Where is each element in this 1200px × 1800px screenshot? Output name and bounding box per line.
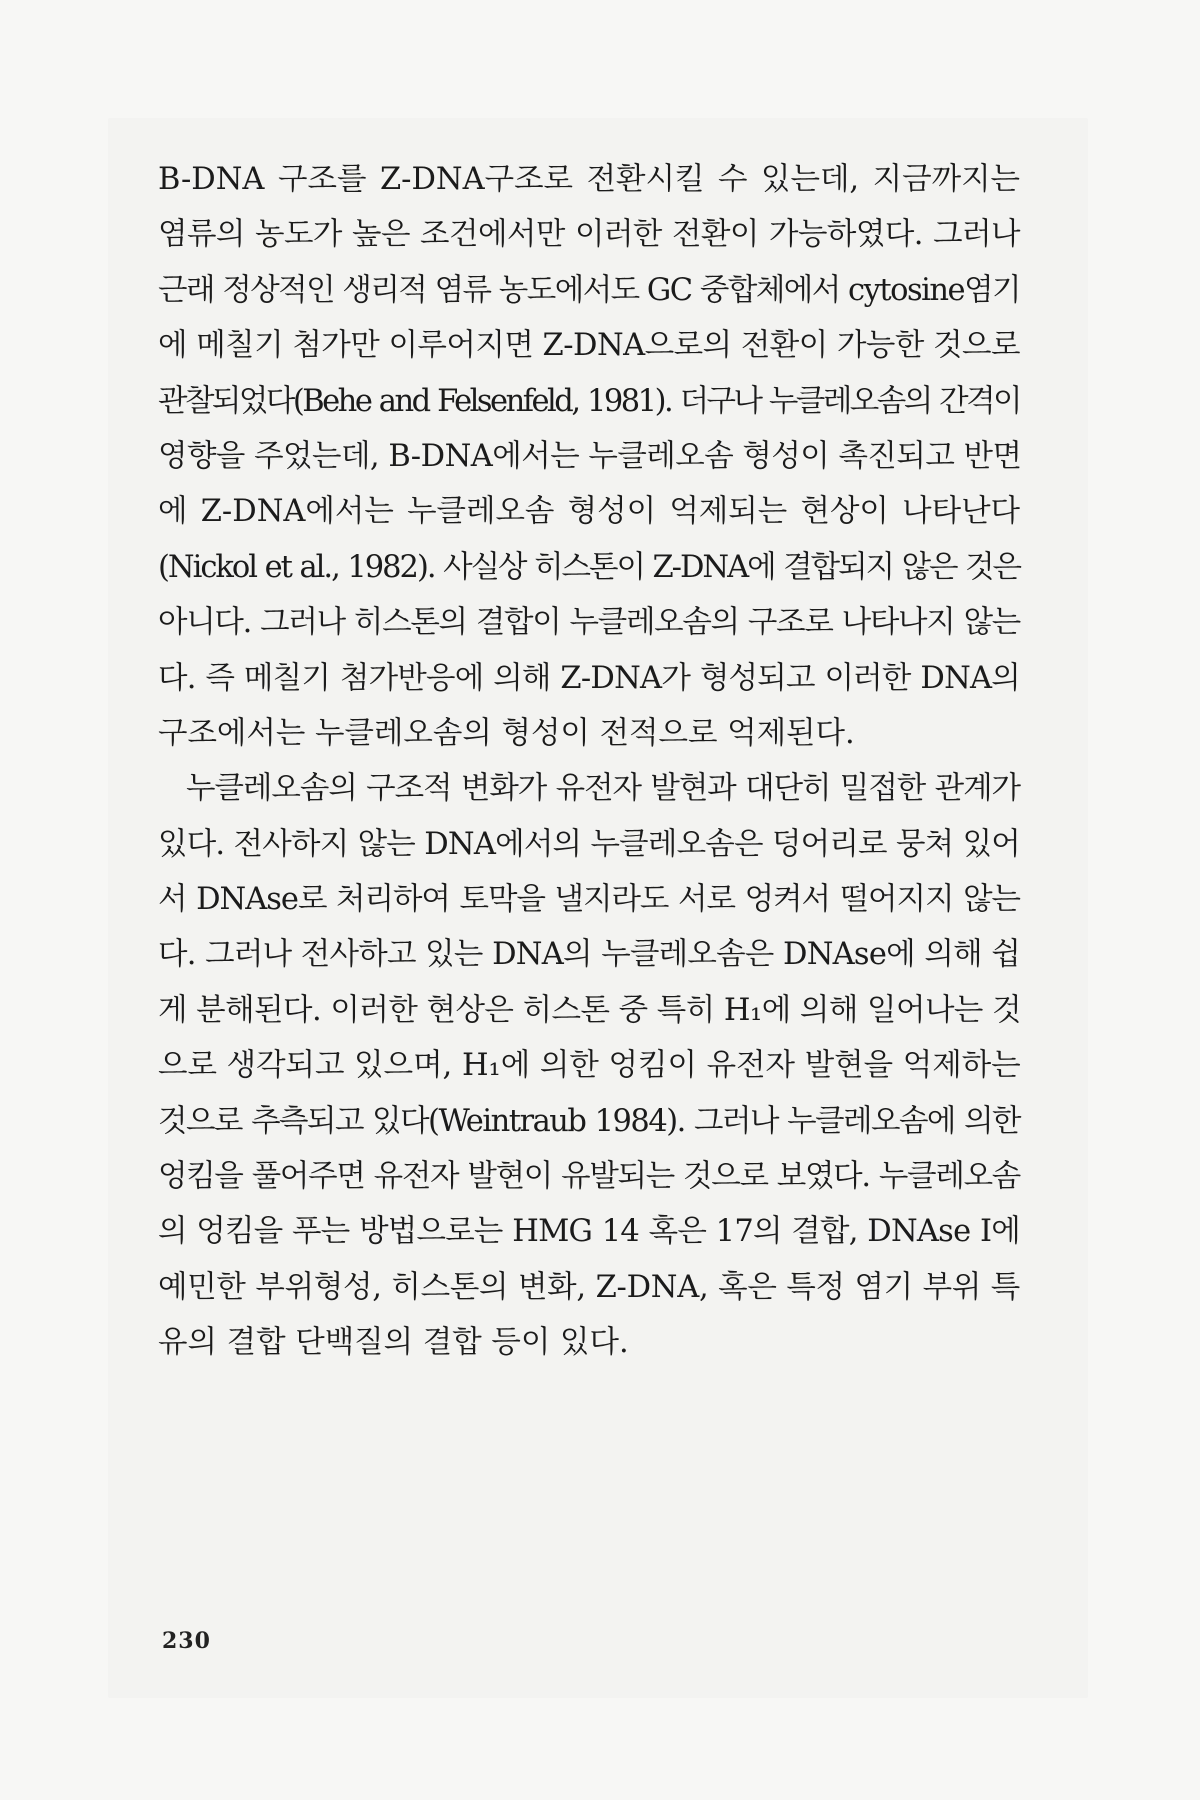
body-text xyxy=(158,152,1020,1371)
text-line: 구조에서는 누클레오솜의 형성이 전적으로 억제된다. xyxy=(158,715,855,751)
text-line: 예민한 부위형성, 히스톤의 변화, Z-DNA, 혹은 특정 염기 부위 특 xyxy=(158,1269,1020,1305)
text-line: 누클레오솜의 구조적 변화가 유전자 발현과 대단히 밀접한 관계가 xyxy=(186,771,1020,807)
text-line: 근래 정상적인 생리적 염류 농도에서도 GC 중합체에서 cytosine염기 xyxy=(158,272,1020,308)
text-line: 관찰되었다(Behe and Felsenfeld, 1981). 더구나 누클레오솜의 간격이 xyxy=(158,383,1020,419)
text-line: 에 Z-DNA에서는 누클레오솜 형성이 억제되는 현상이 나타난다 xyxy=(158,494,1020,530)
text-line: B-DNA 구조를 Z-DNA구조로 전환시킬 수 있는데, 지금까지는 xyxy=(158,162,1020,197)
paragraph-1 xyxy=(158,152,1020,761)
paragraph-2 xyxy=(158,761,1020,1370)
text-line: 것으로 추측되고 있다(Weintraub 1984). 그러나 누클레오솜에 의한 xyxy=(158,1103,1020,1139)
text-line: 의 엉킴을 푸는 방법으로는 HMG 14 혹은 17의 결합, DNAse I에 xyxy=(158,1214,1020,1250)
text-line: 으로 생각되고 있으며, H₁에 의한 엉킴이 유전자 발현을 억제하는 xyxy=(158,1048,1021,1084)
text-line: 염류의 농도가 높은 조건에서만 이러한 전환이 가능하였다. 그러나 xyxy=(158,217,1020,253)
text-line: 영향을 주었는데, B-DNA에서는 누클레오솜 형성이 촉진되고 반면 xyxy=(158,438,1022,474)
text-line: 엉킴을 풀어주면 유전자 발현이 유발되는 것으로 보였다. 누클레오솜 xyxy=(158,1159,1020,1195)
text-line: 다. 즉 메칠기 첨가반응에 의해 Z-DNA가 형성되고 이러한 DNA의 xyxy=(158,660,1020,696)
text-line: 서 DNAse로 처리하여 토막을 낼지라도 서로 엉켜서 떨어지지 않는 xyxy=(158,882,1020,918)
text-line: 게 분해된다. 이러한 현상은 히스톤 중 특히 H₁에 의해 일어나는 것 xyxy=(158,992,1022,1028)
text-line: 아니다. 그러나 히스톤의 결합이 누클레오솜의 구조로 나타나지 않는 xyxy=(158,605,1020,641)
text-line: (Nickol et al., 1982). 사실상 히스톤이 Z-DNA에 결합되지 않은 것은 xyxy=(158,549,1020,585)
text-line: 다. 그러나 전사하고 있는 DNA의 누클레오솜은 DNAse에 의해 쉽 xyxy=(158,937,1020,973)
text-line: 있다. 전사하지 않는 DNA에서의 누클레오솜은 덩어리로 뭉쳐 있어 xyxy=(158,826,1020,862)
text-line: 유의 결합 단백질의 결합 등이 있다. xyxy=(158,1325,629,1361)
text-line: 에 메칠기 첨가만 이루어지면 Z-DNA으로의 전환이 가능한 것으로 xyxy=(158,328,1020,364)
page-number: 230 xyxy=(162,1628,211,1654)
